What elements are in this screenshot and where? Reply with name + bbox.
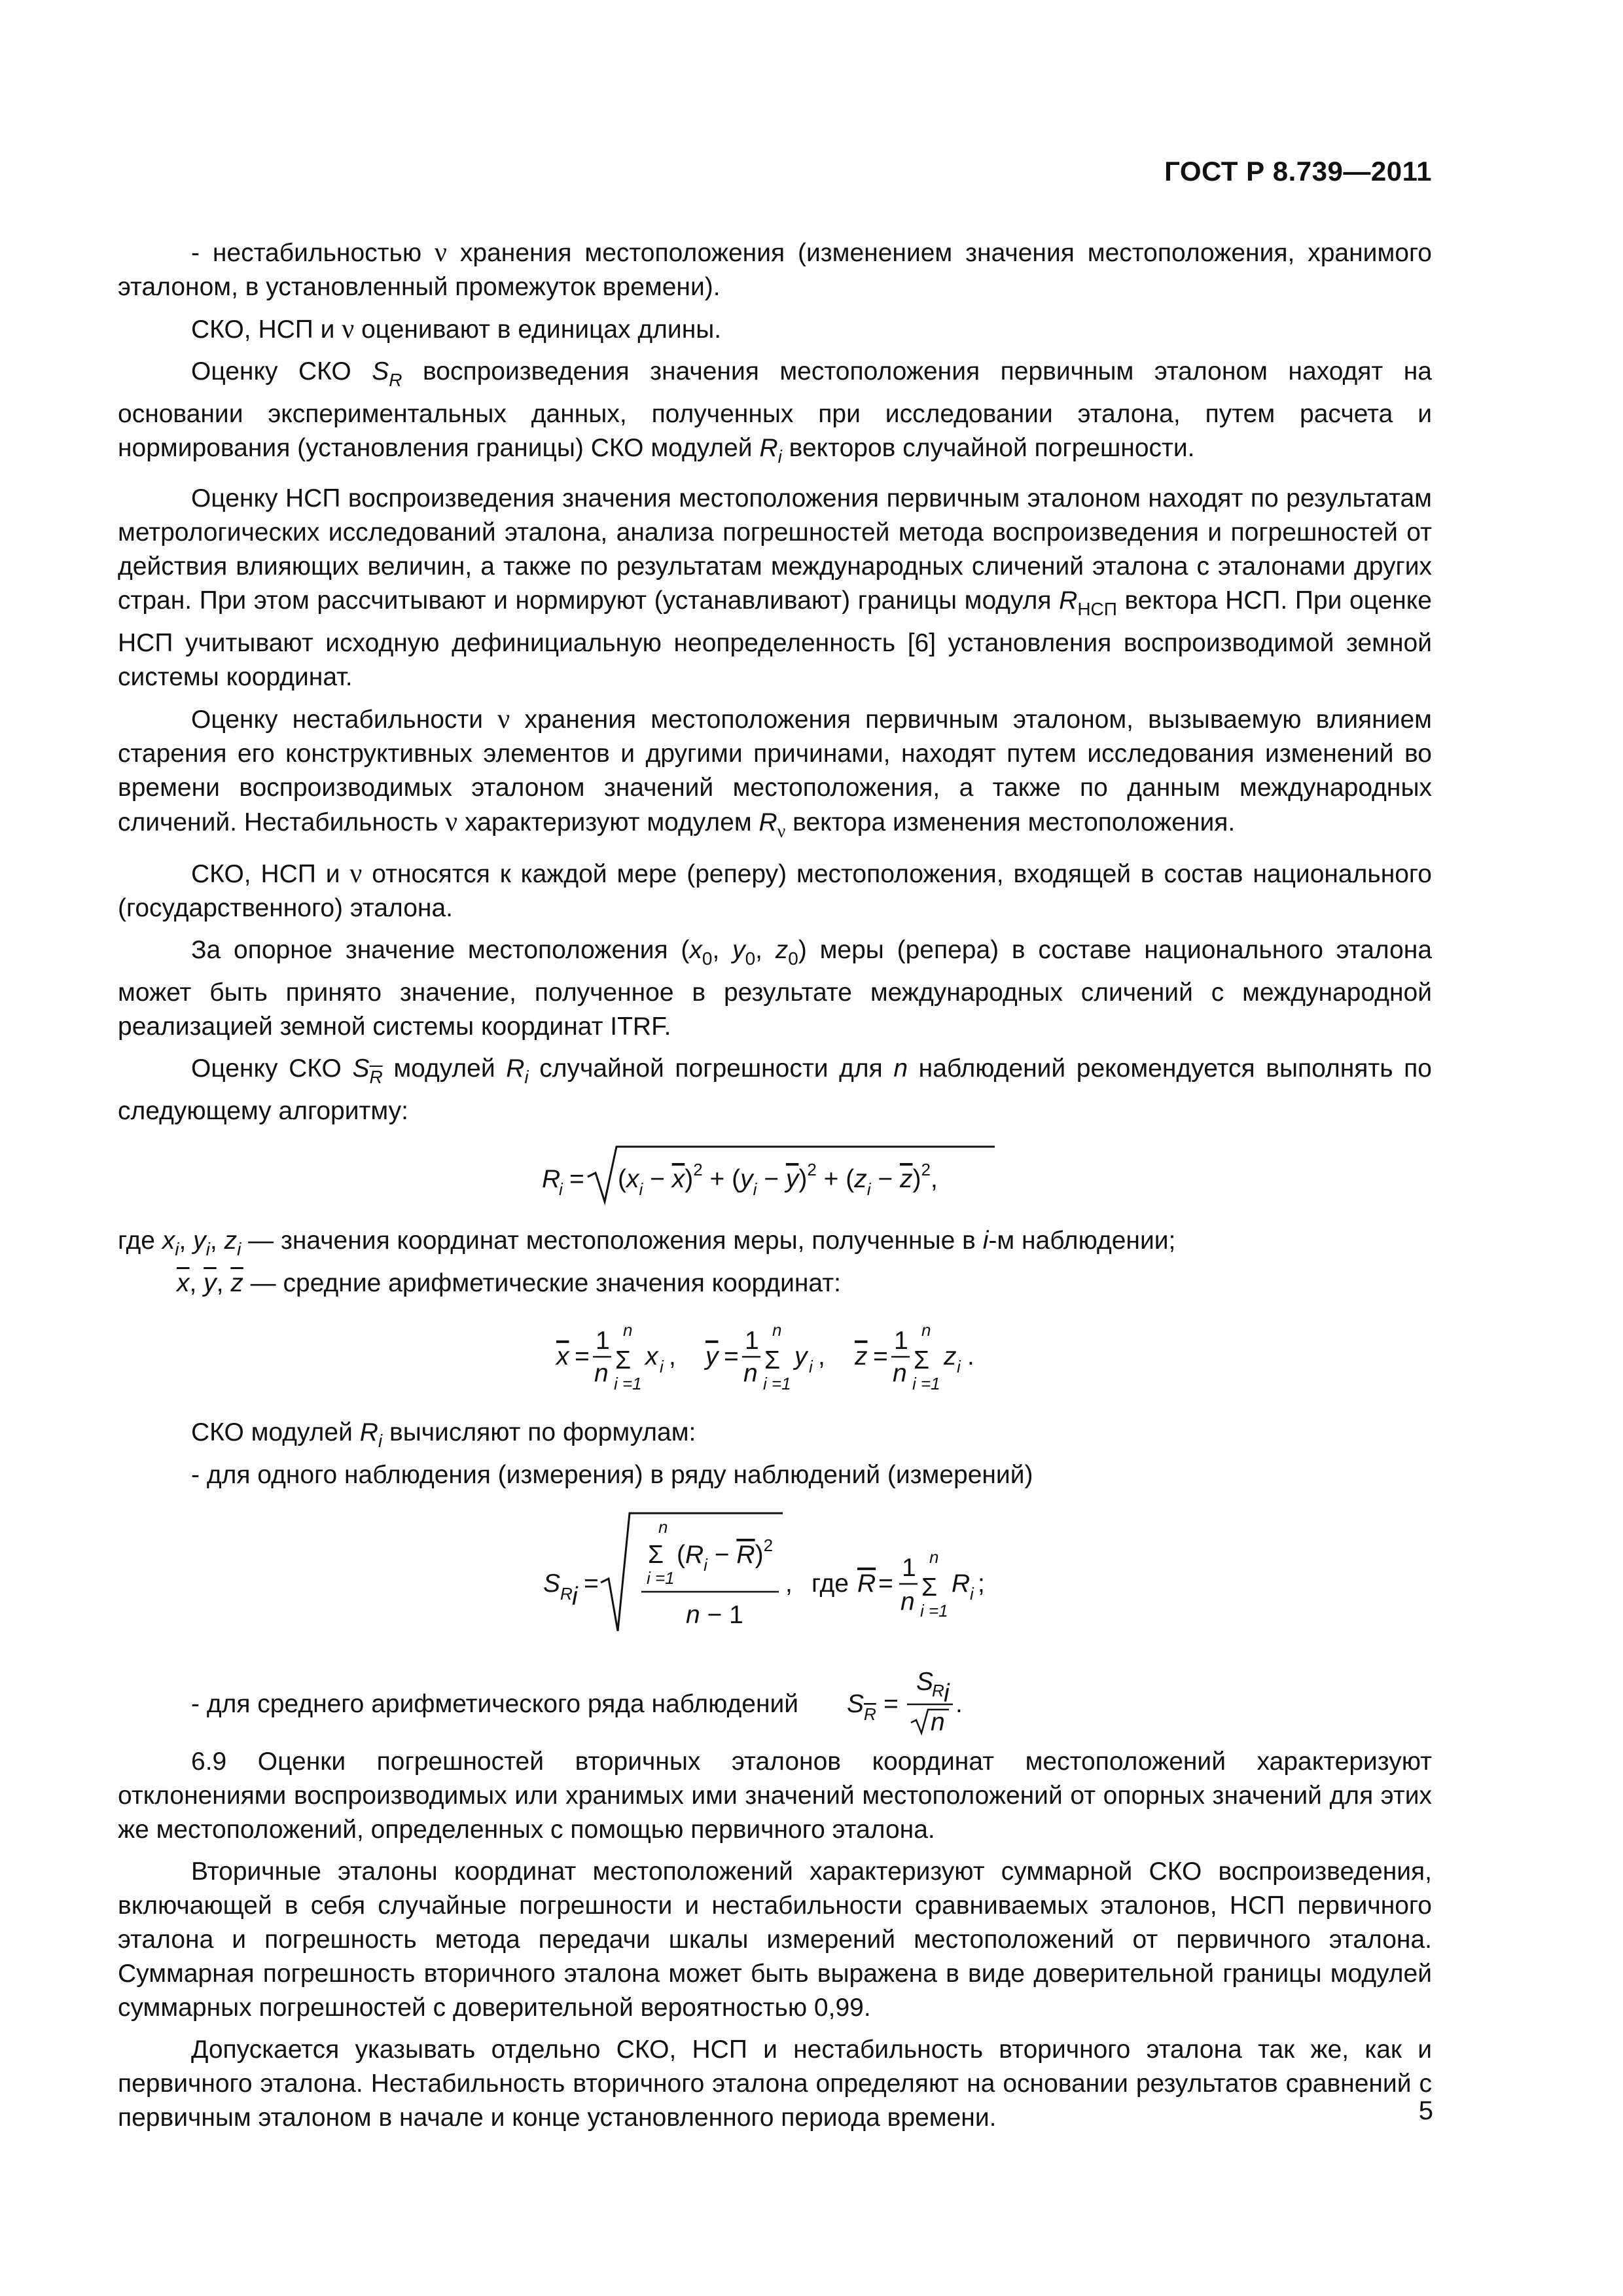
nu-symbol: ν bbox=[342, 314, 355, 344]
formula-mean-z bbox=[854, 1320, 974, 1393]
formula-ri-eq: = bbox=[569, 1165, 584, 1193]
svg-text:Σ: Σ bbox=[921, 1573, 938, 1602]
math-symbol: R bbox=[506, 1054, 525, 1083]
text: наблюдений рекомендуется выполнять по следующему алгоритму: bbox=[118, 1054, 1432, 1125]
formula-mean-row bbox=[118, 1660, 1432, 1738]
svg-text:n: n bbox=[921, 1320, 931, 1340]
svg-text:i =1: i =1 bbox=[912, 1374, 940, 1393]
math-subscript: НСП bbox=[1077, 599, 1117, 619]
formula-mean-x bbox=[555, 1320, 676, 1393]
text: хранения местоположения (изменением значения местоположения, хранимого эталоном, в установленный промежуток времени). bbox=[118, 239, 1433, 301]
math-symbol: R bbox=[759, 434, 778, 462]
svg-text:n: n bbox=[594, 1359, 609, 1388]
paragraph-secondary-standards: Вторичные эталоны координат местоположений характеризуют суммарной СКО воспроизведения, включающей в себя случайные погрешности и нестабильности сравниваемых эталонов, НСП первичного эталона и погрешность метода передачи шкалы измерений местоположений от первичного эталона. Суммарная погрешность вторичного эталона может быть выражена в виде доверительной границы модулей суммарных погрешностей с доверительной вероятностью 0,99. bbox=[118, 1857, 1432, 2022]
math-subscript: i bbox=[237, 1239, 241, 1259]
math-symbol: R bbox=[758, 808, 777, 836]
paragraph-nsp-estimation bbox=[118, 482, 1432, 694]
svg-text:i =1: i =1 bbox=[920, 1601, 948, 1621]
paragraph-sko-estimation bbox=[118, 355, 1432, 474]
svg-text:.: . bbox=[967, 1342, 974, 1371]
svg-text:x: x bbox=[645, 1342, 658, 1371]
math-symbol: S bbox=[372, 357, 389, 386]
text: - нестабильностью bbox=[191, 239, 435, 267]
svg-text:1: 1 bbox=[894, 1327, 908, 1355]
text: воспроизведения значения местоположения первичным эталоном находят на основании экспериментальных данных, полученных при исследовании эталона, путем расчета и нормирования (установления границы) СКО модулей bbox=[118, 357, 1433, 462]
svg-text:i: i bbox=[944, 1679, 950, 1708]
svg-text:i: i bbox=[970, 1584, 974, 1604]
text: Оценку нестабильности bbox=[191, 706, 498, 734]
math-symbol: y bbox=[193, 1227, 206, 1255]
svg-text:=: = bbox=[724, 1342, 739, 1371]
svg-text:R: R bbox=[857, 1570, 876, 1598]
paragraph-sko-formulas bbox=[118, 1416, 1432, 1458]
svg-text:x: x bbox=[556, 1342, 569, 1371]
paragraph-6-9: 6.9 Оценки погрешностей вторичных эталонов координат местоположений характеризуют отклонениями воспроизводимых или хранимых ими значений местоположений от опорных значений для этих же местоположений, определенных с помощью первичного эталона. bbox=[118, 1748, 1432, 1844]
svg-text:;: ; bbox=[978, 1570, 985, 1598]
paragraph-mean-series: - для среднего арифметического ряда наблюдений bbox=[191, 1690, 799, 1718]
svg-text:y: y bbox=[705, 1342, 719, 1371]
document-number-header: ГОСТ Р 8.739—2011 bbox=[1164, 156, 1432, 187]
svg-text:1: 1 bbox=[596, 1327, 610, 1355]
text: Оценку СКО bbox=[191, 1054, 353, 1083]
math-subscript: 0 bbox=[788, 948, 798, 969]
svg-text:i: i bbox=[809, 1357, 813, 1376]
svg-text:Σ: Σ bbox=[615, 1346, 632, 1374]
formula-mean-y bbox=[704, 1320, 825, 1393]
nu-symbol: ν bbox=[349, 859, 363, 889]
formula-means bbox=[118, 1308, 1432, 1407]
svg-text:,: , bbox=[785, 1570, 793, 1598]
text: Оценку НСП воспроизведения значения местоположения первичным эталоном находят по результатам метрологических исследований эталона, анализа погрешностей метода воспроизведения и погрешностей от действия влияющих величин, а также по результатам международных сличений эталона с эталонами других стран. При этом рассчитывают и нормируют (устанавливают) границы модуля bbox=[118, 484, 1432, 615]
svg-text:z: z bbox=[944, 1342, 957, 1371]
formula-s-rbar-graphic bbox=[844, 1660, 1041, 1738]
formula-sri bbox=[118, 1500, 1432, 1651]
svg-text:n: n bbox=[623, 1320, 633, 1340]
text: вектора изменения местоположения. bbox=[785, 808, 1236, 836]
svg-text:R: R bbox=[560, 1584, 573, 1604]
paragraph-instability-estimation bbox=[118, 702, 1432, 849]
math-symbol: $\overline{z}$ bbox=[230, 1269, 243, 1297]
formula-ri-lhs-sub: i bbox=[559, 1179, 563, 1199]
math-symbol: $\overline{y}$ bbox=[204, 1269, 217, 1297]
svg-text:.: . bbox=[955, 1690, 963, 1718]
svg-text:i =1: i =1 bbox=[614, 1374, 642, 1393]
svg-text:Σ: Σ bbox=[648, 1541, 664, 1569]
text: — средние арифметические значения координат: bbox=[243, 1269, 841, 1297]
formula-ri-graphic bbox=[118, 1136, 1432, 1215]
svg-text:i: i bbox=[957, 1357, 961, 1376]
text: относятся к каждой мере (реперу) местоположения, входящей в состав национального (государственного) эталона. bbox=[118, 860, 1432, 922]
svg-text:n: n bbox=[772, 1320, 782, 1340]
svg-text:,: , bbox=[669, 1342, 676, 1371]
svg-text:n: n bbox=[743, 1359, 758, 1388]
svg-text:i =1: i =1 bbox=[763, 1374, 791, 1393]
svg-text:R: R bbox=[932, 1681, 944, 1700]
text: — значения координат местоположения меры, полученные в bbox=[241, 1227, 983, 1255]
svg-text:R: R bbox=[864, 1704, 876, 1724]
paragraph-algorithm-intro bbox=[118, 1052, 1432, 1128]
svg-text:n: n bbox=[658, 1517, 668, 1537]
paragraph-where-coords: где $x_i$, $y_i$, $z_i$ — значения координат местоположения меры, полученные в i-м наблюдении; bbox=[118, 1227, 1176, 1259]
math-symbol: z bbox=[775, 936, 789, 964]
math-subscript: R bbox=[369, 1067, 383, 1087]
math-subscript: 0 bbox=[745, 948, 756, 969]
svg-text:=: = bbox=[883, 1690, 899, 1718]
paragraph-reference-value: За опорное значение местоположения ($x_0$, $y_0$, $z_0$) меры (репера) в составе национального эталона может быть принято значение, полученное в результате международных сличений с международной реализацией земной системы координат ITRF. bbox=[118, 936, 1433, 1041]
svg-text:где: где bbox=[812, 1570, 849, 1598]
math-subscript: i bbox=[378, 1431, 383, 1451]
paragraph-instability bbox=[118, 236, 1432, 304]
math-symbol: S bbox=[352, 1054, 370, 1083]
svg-text:=: = bbox=[584, 1570, 599, 1598]
math-subscript: i bbox=[205, 1239, 210, 1259]
text: Оценку СКО bbox=[191, 357, 372, 386]
svg-text:1: 1 bbox=[745, 1327, 759, 1355]
text: -м наблюдении; bbox=[988, 1227, 1176, 1255]
svg-text:i =1: i =1 bbox=[647, 1568, 675, 1588]
svg-text:S: S bbox=[916, 1668, 934, 1696]
text: случайной погрешности для bbox=[528, 1054, 894, 1083]
math-symbol: y bbox=[732, 936, 745, 964]
formula-means-graphic bbox=[118, 1308, 1432, 1407]
text: СКО, НСП и bbox=[191, 860, 350, 888]
svg-text:n: n bbox=[893, 1359, 907, 1388]
math-subscript: 0 bbox=[702, 948, 713, 969]
svg-text:i: i bbox=[572, 1583, 578, 1611]
paragraph-applicability bbox=[118, 857, 1432, 925]
math-symbol: $\overline{x}$ bbox=[177, 1269, 190, 1297]
math-symbol: R bbox=[1059, 586, 1078, 615]
svg-text:y: y bbox=[794, 1342, 808, 1371]
math-subscript: i bbox=[777, 446, 782, 467]
svg-text:z: z bbox=[855, 1342, 868, 1371]
svg-text:=: = bbox=[878, 1570, 893, 1598]
paragraph-where-means: $\overline{x}$, $\overline{y}$, $\overline{z}$ — средние арифметические значения координат: bbox=[177, 1269, 841, 1297]
svg-text:S: S bbox=[543, 1570, 561, 1598]
formula-sri-graphic bbox=[118, 1500, 1432, 1651]
svg-text:n: n bbox=[901, 1588, 915, 1616]
paragraph-allowed: Допускается указывать отдельно СКО, НСП и нестабильность вторичного эталона так же, как и первичного эталона. Нестабильность вторичного эталона определяют на основании результатов сравнений с первичным эталоном в начале и конце установленного периода времени. bbox=[118, 2036, 1432, 2132]
text: векторов случайной погрешности. bbox=[781, 434, 1195, 462]
math-symbol: R bbox=[359, 1418, 378, 1446]
svg-text:Σ: Σ bbox=[764, 1346, 781, 1374]
math-subscript: i bbox=[524, 1067, 529, 1087]
nu-symbol: ν bbox=[445, 807, 458, 837]
svg-text:R: R bbox=[952, 1570, 971, 1598]
math-symbol: x bbox=[162, 1227, 175, 1255]
paragraph-single-observation: - для одного наблюдения (измерения) в ряду наблюдений (измерений) bbox=[191, 1461, 1033, 1489]
svg-text:1: 1 bbox=[902, 1554, 916, 1582]
formula-ri-lhs: R bbox=[542, 1165, 561, 1193]
text: ) меры (репера) в составе национального эталона может быть принято значение, полученное в результате международных сличений с международной реализацией земной системы координат ITRF. bbox=[118, 936, 1433, 1041]
svg-text:n − 1: n − 1 bbox=[686, 1601, 743, 1629]
math-symbol: z bbox=[224, 1227, 238, 1255]
math-subscript: ν bbox=[777, 821, 786, 842]
nu-symbol: ν bbox=[497, 704, 510, 734]
math-symbol: i bbox=[982, 1227, 989, 1255]
page-body bbox=[118, 236, 1432, 2143]
svg-text:=: = bbox=[575, 1342, 590, 1371]
math-symbol: n bbox=[893, 1054, 908, 1083]
page-number: 5 bbox=[1418, 2096, 1433, 2125]
text: хранения местоположения первичным эталоном, вызываемую влиянием старения его конструктивных элементов и другими причинами, находят путем исследования изменений во времени воспроизводимых эталоном значений местоположения, а также по данным международных сличений. Нестабильность bbox=[118, 706, 1432, 836]
text: характеризуют модулем bbox=[457, 808, 759, 836]
text: оценивают в единицах длины. bbox=[354, 315, 722, 344]
svg-text:Σ: Σ bbox=[914, 1346, 930, 1374]
svg-text:,: , bbox=[818, 1342, 825, 1371]
svg-text:(Ri − R)2: $(R_i - R)^2$ bbox=[677, 1535, 774, 1575]
svg-text:S: S bbox=[847, 1690, 865, 1718]
svg-text:n: n bbox=[931, 1708, 945, 1736]
svg-text:=: = bbox=[873, 1342, 888, 1371]
formula-ri-body: $(x_i - x)^2 + (y_i - y)^2 + (z_i - z)^2$, bbox=[618, 1160, 938, 1199]
text: модулей bbox=[382, 1054, 507, 1083]
nu-symbol: ν bbox=[435, 238, 448, 268]
text: СКО, НСП и bbox=[191, 315, 342, 344]
text: вектора НСП. При оценке НСП учитывают исходную дефинициальную неопределенность [6] установления воспроизводимой земной системы координат. bbox=[118, 586, 1432, 691]
svg-text:i: i bbox=[660, 1357, 664, 1376]
math-subscript: R bbox=[389, 370, 402, 390]
math-symbol: x bbox=[689, 936, 702, 964]
paragraph-units bbox=[118, 312, 1432, 347]
svg-text:n: n bbox=[929, 1547, 939, 1567]
math-subscript: i bbox=[175, 1239, 179, 1259]
formula-ri bbox=[118, 1136, 1432, 1215]
text: За опорное значение местоположения ( bbox=[191, 936, 690, 964]
text: где bbox=[118, 1227, 162, 1255]
text: вычисляют по формулам: bbox=[382, 1418, 696, 1446]
text: СКО модулей bbox=[191, 1418, 360, 1446]
